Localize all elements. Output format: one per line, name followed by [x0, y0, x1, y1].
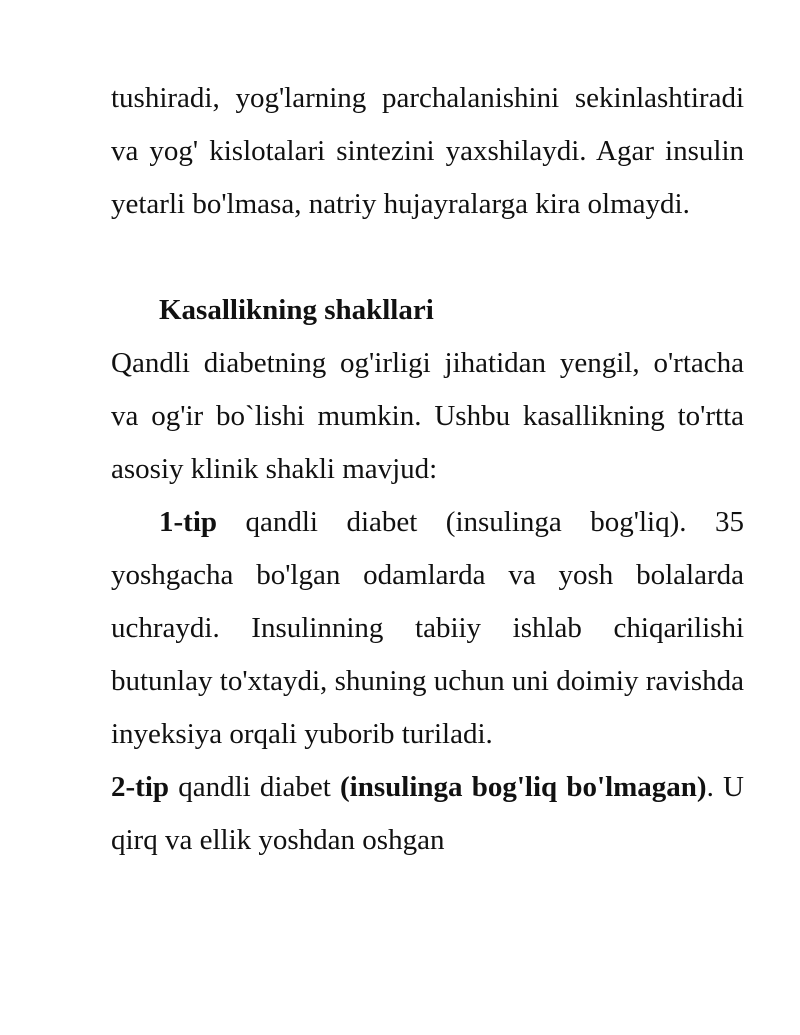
document-body [111, 72, 744, 867]
type1-paragraph [111, 496, 744, 761]
type2-bold-phrase: (insulinga bog'liq bo'lmagan) [340, 771, 707, 803]
intro-paragraph: tushiradi, yog'larning parchalanishini sekinlashtiradi va yog' kislotalari sintezini yaxshilaydi. Agar insulin yetarli bo'lmasa, natriy hujayralarga kira olmaydi. [111, 82, 744, 220]
paragraph-spacer [111, 231, 744, 284]
type1-text: qandli diabet (insulinga bog'liq). 35 yoshgacha bo'lgan odamlarda va yosh bolalarda uchraydi. Insulinning tabiiy ishlab chiqarilishi butunlay to'xtaydi, shuning uchun uni doimiy ravishda inyeksiya orqali yuborib turiladi. [111, 506, 744, 750]
type2-label: 2-tip [111, 771, 169, 803]
type2-paragraph [111, 761, 744, 867]
type2-text-after: . U qirq va ellik yoshdan oshgan [111, 771, 744, 856]
section-heading: Kasallikning shakllari [159, 294, 434, 326]
type2-text-before: qandli diabet [169, 771, 341, 803]
type1-label: 1-tip [159, 506, 217, 538]
forms-paragraph: Qandli diabetning og'irligi jihatidan yengil, o'rtacha va og'ir bo`lishi mumkin. Ushbu kasallikning to'rtta asosiy klinik shakli mavjud: [111, 347, 744, 485]
